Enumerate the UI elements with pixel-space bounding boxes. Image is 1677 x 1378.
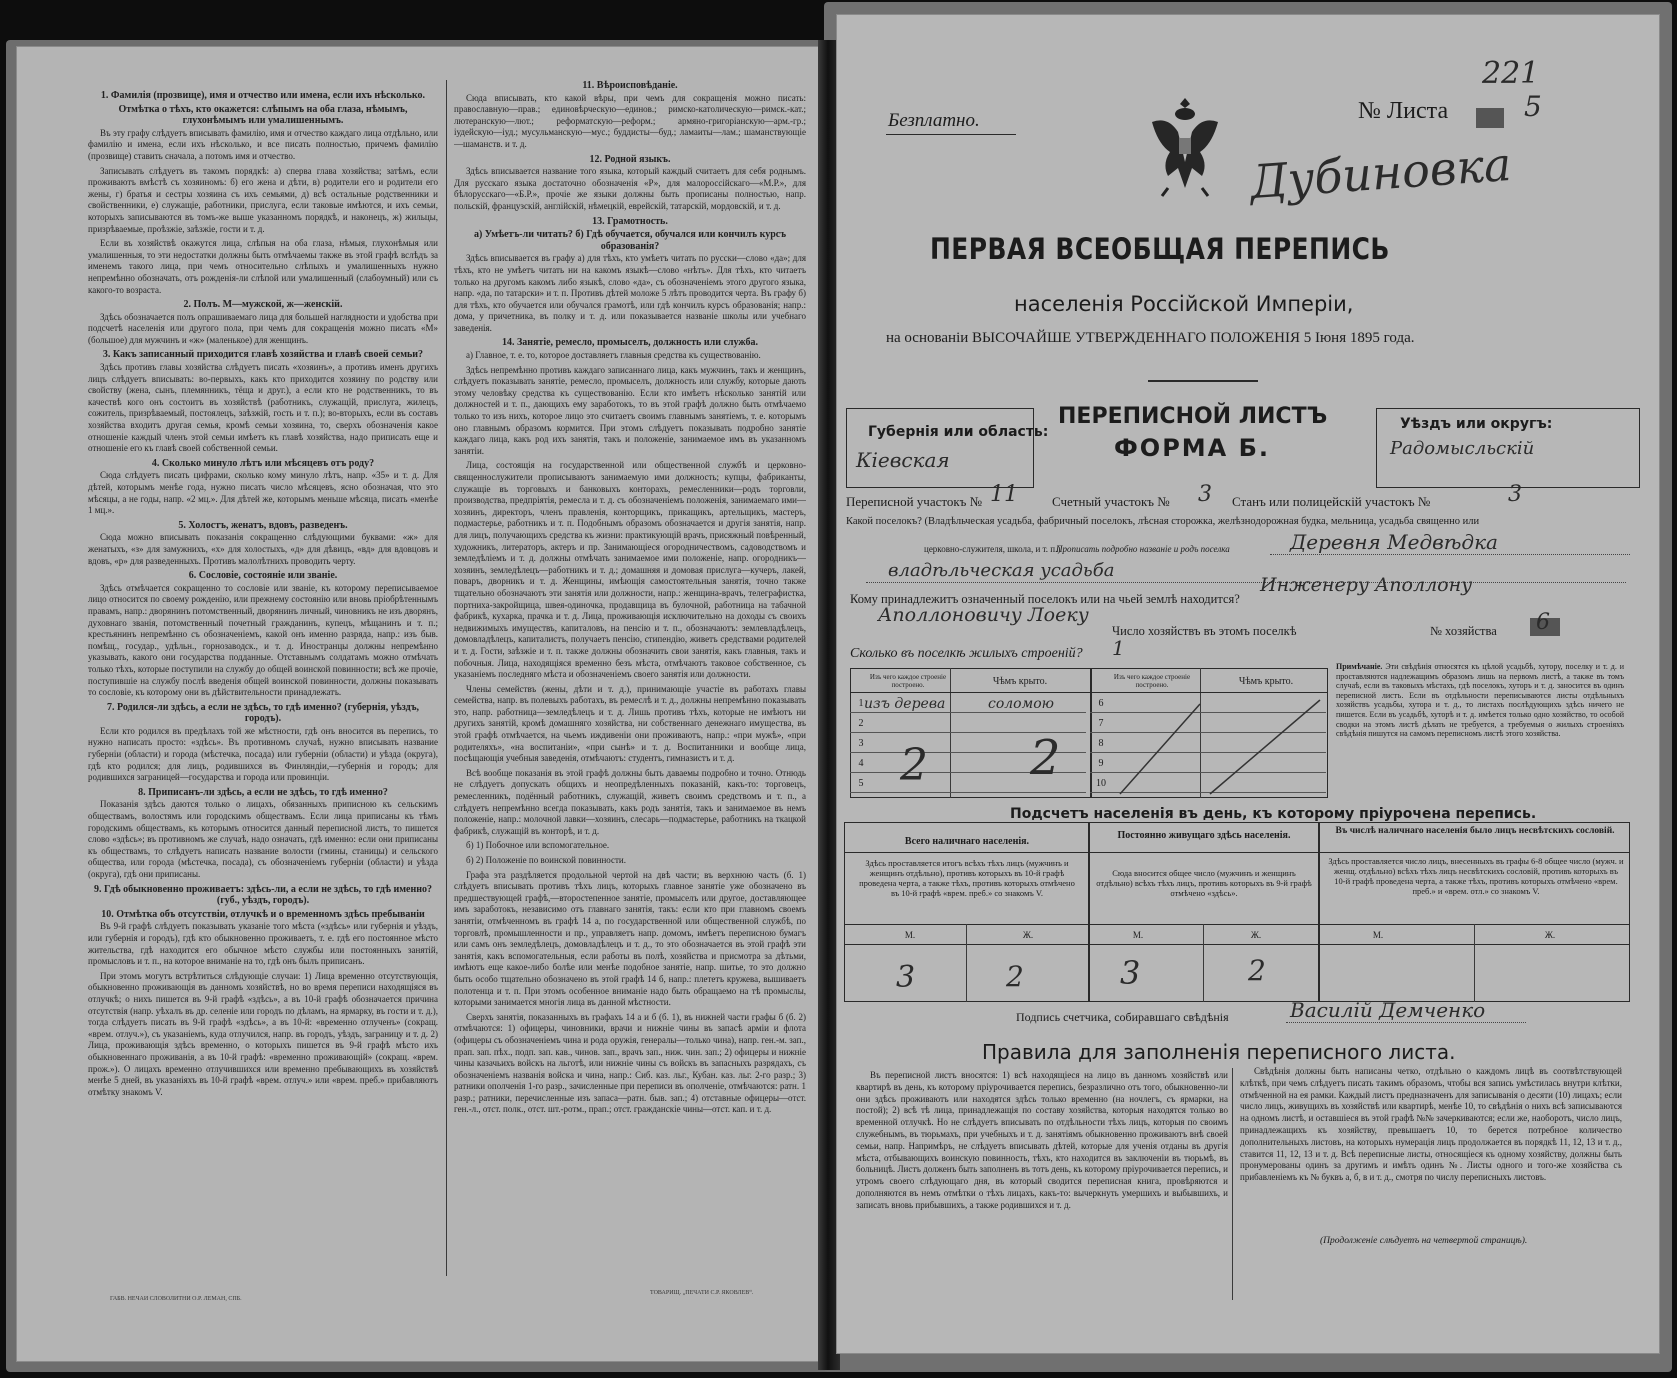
table-row-line bbox=[850, 712, 1086, 713]
section-paragraph: Здѣсь противъ главы хозяйства слѣдуетъ писать «хозяинъ», а противъ именъ другихъ лицъ слѣдуетъ вписывать: во-первыхъ, какъ кто приходится хозяину по родству или свойству (жена, сынъ, племянникъ, тёща и друг.), а если кто не родственникъ, то въ качествѣ кого онъ состоитъ въ хозяйствѣ (работникъ, служащій, прислуга, жилецъ, сожитель, призрѣваемый, постоялецъ, заѣзжій, гость и т. п.); во-вторыхъ, если въ составъ хозяйства входитъ другая семья, кромѣ семьи хозяина, то, сверхъ обозначенія какое отношеніе каждый членъ этой семьи имѣетъ къ главѣ хозяйства, надо приписать еще и отношеніе его къ главѣ своей собственной семьи. bbox=[88, 362, 438, 454]
section-paragraph: Если въ хозяйствѣ окажутся лица, слѣпыя на оба глаза, нѣмыя, глухонѣмыя или умалишенныя, то эти недостатки должны быть отмѣчаемы также въ этой графѣ вслѣдъ за именемъ такого лица, при чемъ относительно слѣпыхъ и умалишенныхъ нужно непремѣнно обозначать, отъ рожденія-ли слѣпой или умалишенный (слабоумный) или съ какого-то возраста. bbox=[88, 238, 438, 295]
form-sheet-title: ПЕРЕПИСНОЙ ЛИСТЪ bbox=[1058, 404, 1328, 429]
settlement-label-2: церковно-служителя, школа, и т. п.) bbox=[924, 544, 1061, 554]
census-district-value: 11 bbox=[990, 482, 1018, 507]
form-main-title: ПЕРВАЯ ВСЕОБЩАЯ ПЕРЕПИСЬ bbox=[930, 232, 1390, 266]
form-type: ФОРМА Б. bbox=[1114, 434, 1271, 462]
sheet-number-label: № Листа bbox=[1358, 98, 1449, 124]
table-row-number: 4 bbox=[858, 758, 864, 769]
present-m-value: 3 bbox=[896, 960, 916, 995]
table-header-line bbox=[850, 692, 1328, 693]
section-paragraph: Записывать слѣдуетъ въ такомъ порядкѣ: а) сперва глава хозяйства; затѣмъ, если проживаютъ вмѣстѣ съ хозяиномъ: б) его жена и дѣти, в) родители его и родители его жены, г) братья и сестры хозяина съ ихъ семьями, д) всѣ остальные родственники и свойственники, е) служащіе, работники, прислуга, если таковые имѣются, и ихъ семьи, которыхъ записываются въ томъ-же выше указанномъ порядкѣ, и наконецъ, ж) жильцы, призрѣваемые, проѣзжіе, заѣзжіе, гости и т. д. bbox=[88, 165, 438, 234]
household-number-value: 6 bbox=[1536, 610, 1550, 635]
rules-column-1 bbox=[856, 1070, 1228, 1306]
present-note: Здѣсь проставляется итогъ всѣхъ тѣхъ лицъ (мужчинъ и женщинъ отдѣльно), противъ которыхъ въ 10-й графѣ проведена черта, а также тѣхъ, противъ которыхъ отмѣчено въ 10-й графѣ «врем. преб.» со знакомъ V. bbox=[859, 858, 1075, 898]
count-col-divider bbox=[1318, 822, 1320, 1002]
present-zh-label: Ж. bbox=[1022, 930, 1034, 940]
note-text: Эти свѣдѣнія относятся къ цѣлой усадьбѣ, хутору, поселку и т. д. и проставляются надлежащимъ образомъ лишь на первомъ листѣ, а также въ томъ случаѣ, если въ таковыхъ мѣстахъ, гдѣ поселокъ, хуторъ и т. д. заносится въ одинъ переписной листъ. Если въ отдѣльности переписываются листы отдѣльныхъ хозяйствъ усадьбы, хутора и т. д., то листахъ послѣдующихъ здѣсь ничего не пишется. Если въ усадьбѣ, хуторѣ и т. д. имѣется только одно хозяйство, то особой сводки на этомъ листѣ дѣлать не требуется, а требуемыя о жилыхъ строеніяхъ свѣдѣнія пишутся на самомъ переписномъ листѣ этого хозяйства. bbox=[1336, 662, 1625, 739]
material-header-2: Изъ чего каждое строеніе построено. bbox=[1113, 673, 1191, 689]
signature-label: Подпись счетчика, собиравшаго свѣдѣнія bbox=[1016, 1010, 1229, 1024]
table-row-line bbox=[850, 792, 1086, 793]
table-row-number: 8 bbox=[1098, 738, 1104, 749]
title-divider bbox=[1148, 380, 1258, 382]
table-divider bbox=[950, 668, 951, 798]
section-heading: 14. Занятіе, ремесло, промыселъ, должность или служба. bbox=[501, 337, 759, 349]
owner-value-1: Инженеру Аполлону bbox=[1260, 574, 1473, 596]
owner-value-2: Аполлоновичу Лоеку bbox=[878, 604, 1089, 626]
imperial-eagle-emblem bbox=[1148, 92, 1222, 200]
permanent-m-label: М. bbox=[1132, 930, 1144, 940]
permanent-note: Сюда вносится общее число (мужчинъ и женщинъ отдѣльно) всѣхъ тѣхъ лицъ, противъ которыхъ въ 9-й графѣ отмѣчено «здѣсь». bbox=[1096, 868, 1312, 898]
counting-district-value: 3 bbox=[1198, 482, 1212, 507]
roof-header: Чѣмъ крыто. bbox=[992, 676, 1048, 687]
form-legal-basis: на основаніи ВЫСОЧАЙШЕ УТВЕРЖДЕННАГО ПОЛОЖЕНІЯ 5 Іюня 1895 года. bbox=[886, 330, 1415, 346]
count-mf-line bbox=[844, 944, 1630, 945]
section-paragraph: Сюда вписывать, кто какой вѣры, при чемъ для сокращенія можно писать: православную—прав.; единовѣрческую—единов.; римско-католическую—римск.-кат.; лютеранскую—лют.; реформатскую—реформ.; армяно-григоріанскую—арм.-гр.; іудейскую—іуд.; мусульманскую—мус.; буддисты—буд.; ламаиты—лам.; шаманствующіе—шаманств. и т. д. bbox=[454, 92, 806, 149]
section-paragraph: При этомъ могутъ встрѣтиться слѣдующіе случаи: 1) Лица временно отсутствующія, обыкновенно проживающія въ данномъ хозяйствѣ, но во время переписи находящіяся въ отлучкѣ; о нихъ пишется въ 9-й графѣ «здѣсь», а въ 10-й графѣ обозначается причина отсутствія (напр. уѣхалъ въ др. селеніе или городъ по дѣламъ, на ярмарку, въ гости и т. д.), тогда слѣдуетъ писать въ 9-й графѣ «здѣсь», а въ 10-й: «временно отлученъ» (сокращ. «врем. отлуч.»), съ указаніемъ, куда отлучился, напр. въ городъ, уѣздъ, заграницу и т. д. 2) Лица, проживающія здѣсь временно, о которыхъ пишется въ 9-й графѣ мѣсто ихъ обыкновеннаго проживанія, а въ 10-й графѣ: «временно проживающій» (сокращ. «врем. прож.»). О лицахъ временно отлучившихся или временно пребывающихъ въ хозяйствѣ менѣе 5 дней, въ указаніяхъ въ 10-й графѣ «врем. отлуч.» или «врем. преб.» прибавляютъ отмѣтку знакомъ V. bbox=[88, 970, 438, 1097]
settlement-line bbox=[1270, 554, 1630, 555]
non-secular-header: Въ числѣ наличнаго населенія было лицъ несвѣтскихъ сословій. bbox=[1335, 826, 1615, 836]
instructions-column-2 bbox=[454, 78, 806, 1274]
count-text-line bbox=[844, 924, 1630, 925]
rules-footer: (Продолженіе слѣдуетъ на четвертой страницѣ). bbox=[1320, 1236, 1528, 1246]
settlement-value-1: Деревня Медвѣдка bbox=[1290, 530, 1498, 554]
section-paragraph: Въ 9-й графѣ слѣдуетъ показывать указаніе того мѣста («здѣсь» или губернія и уѣздъ, или губернія и городъ), гдѣ кто обыкновенно проживаетъ, т. е. гдѣ его постоянное мѣсто жительства, гдѣ находится его обычное мѣсто службы или постоянныхъ занятій, промысловъ и т. п., на которое вниманіе на то, гдѣ онъ былъ приписанъ. bbox=[88, 921, 438, 967]
section-paragraph: Здѣсь вписывается въ графу а) для тѣхъ, кто умѣетъ читать по русски—слово «да»; для тѣхъ, кто не умѣетъ читать ни на какомъ языкѣ—слово «нѣтъ». Для тѣхъ, кто читаетъ только на другомъ какомъ либо языкѣ, слово «да», съ обозначеніемъ этого другого языка, напр. «да, по татарски» и т. п. Противъ дѣтей моложе 5 лѣтъ проводится черта. Въ графу б) для тѣхъ, кто обучается или обучался грамотѣ, или гдѣ кончилъ курсъ образованія; напр.: дома, у причетника, въ полку и т. д. или показывается названіе школы или учебнаго заведенія. bbox=[454, 253, 806, 333]
present-zh-value: 2 bbox=[1006, 960, 1024, 993]
section-heading: 9. Гдѣ обыкновенно проживаетъ: здѣсь-ли, а если не здѣсь, то гдѣ именно? (губ., уѣздъ, городъ). bbox=[93, 883, 433, 907]
section-paragraph: Показанія здѣсь даются только о лицахъ, обязанныхъ приписною къ сельскимъ обществамъ, волостямъ или городскимъ обществамъ. Если лица приписаны къ тѣмъ городскимъ обществамъ, къ которымъ относится данный переписной листъ, то пишется слово «здѣсь»; въ противномъ же случаѣ, надо означать, гдѣ именно: если они приписаны къ обществамъ, то слѣдуетъ написать название волости (гмины, станицы) и сельского общества, или города (мѣстечка, посада), съ обозначеніемъ губерніи (области) и уѣзда (округа), гдѣ они приписаны. bbox=[88, 799, 438, 879]
section-paragraph: Лица, состоящія на государственной или общественной службѣ и церковно-священнослужители прописываютъ занимаемую ими должность; купцы, фабриканты, служащіе въ торговыхъ и банковыхъ конторахъ, ремесленники—родъ торговли, производства, предпріятія, ремесла и т. д. съ обозначеніемъ положенія, занимаемаго ими—хозяинъ, директоръ, членъ правленія, конторщикъ, прикащикъ, артельщикъ, мастеръ, подмастерье, работникъ и т. п. Подобнымъ образомъ обозначается и другія занятія, напр. для лицъ, получающихъ средства къ жизни: практикующій врачъ, присяжный повѣренный, художникъ, литераторъ, актеръ и пр. Занимающіеся огородничествомъ, садоводствомъ и земледѣліемъ и т. д. должны отмѣчать занимаемое ими положеніе, напр. огородникъ—хозяинъ, земледѣлецъ—работникъ и т. д.; домашняя и домовая прислуга—кучеръ, лакей, поваръ, дворникъ и т. д. Женщины, имѣющія самостоятельныя занятія, точно также тщательно обозначаютъ эти занятія или должности, напр.: женщина-врачъ, телеграфистка, портниха-закройщица, швея-одиночка, продавщица въ булочной, работница на табачной фабрикѣ, кухарка, прачка и т. д. Лица, проживающія исключительно на доходы съ своихъ недвижимыхъ имуществъ, капиталовъ, на пенсію и т. п., обозначаютъ: землевладѣлецъ, домовладѣлецъ, капиталистъ, получаетъ пенсію, стипендію, живетъ средствами родителей и т. д. Гости, заѣзжіе и т. п. также должны обозначить свои занятія, какъ главныя, такъ и побочныя. Лица, находящіяся временно безъ мѣста, отмѣчаютъ таковое собственное, съ указаніемъ последняго мѣста и обозначеніемъ своего занятія или должности. bbox=[454, 460, 806, 680]
permanent-zh-label: Ж. bbox=[1250, 930, 1262, 940]
count-mf-divider bbox=[966, 924, 967, 1002]
section-heading: Отмѣтка о тѣхъ, кто окажется: слѣпымъ на оба глаза, нѣмымъ, глухонѣмымъ или умалишеннымъ. bbox=[118, 103, 408, 127]
section-heading: 10. Отмѣтка объ отсутствіи, отлучкѣ и о временномъ здѣсь пребываніи bbox=[101, 908, 425, 920]
table-row-number: 2 bbox=[858, 718, 864, 729]
material-header: Изъ чего каждое строеніе построено. bbox=[869, 673, 947, 689]
province-value: Кіевская bbox=[856, 448, 950, 472]
non-secular-zh-label: Ж. bbox=[1544, 930, 1556, 940]
buildings-value: 1 bbox=[1112, 636, 1125, 660]
counting-district-label: Счетный участокъ № bbox=[1052, 494, 1170, 509]
column-divider bbox=[446, 80, 447, 1276]
rules-text-1: Въ переписной листъ вносятся: 1) всѣ находящіеся на лицо въ данномъ хозяйствѣ или квартирѣ въ день, къ которому пріурочивается перепись, безразлично отъ того, обыкновенно-ли они здѣсь проживаютъ или находятся здѣсь только временно (на ночлегъ, съ ярмарки, на постой); 2) всѣ тѣ лица, принадлежащія по составу хозяйства, которыя находятся только во временной отлучкѣ. Но не слѣдуетъ вписывать по отдѣльности тѣхъ лицъ, которыя по своимъ служебнымъ, въ тюрьмахъ, при учебныхъ и т. д. занятіямъ обыкновенно проживаютъ внѣ своей семьи, напр. Напримѣръ, не слѣдуетъ вписывать дѣтей, которые для ученія отданы въ другія мѣста, отбывающихъ воинскую повинность, тѣхъ, кто находится въ заключеніи въ тюрьмѣ, въ больницѣ. Листъ долженъ быть заполненъ въ тотъ день, къ которому пріурочивается перепись, и утромъ своего слѣдующаго дня, въ который сводится переписная книга, провѣряются и дополняются въ немъ отмѣтки о тѣхъ лицахъ, какъ-то: вычеркнуть умершихъ и выбывшихъ, и записать вновь прибывшихъ, а также родившихся и т. д. bbox=[856, 1070, 1228, 1210]
stan-label: Станъ или полицейскій участокъ № bbox=[1232, 494, 1431, 509]
section-heading: 5. Холостъ, женатъ, вдовъ, разведенъ. bbox=[178, 519, 348, 531]
section-paragraph: Если кто родился въ предѣлахъ той же мѣстности, гдѣ онъ вносится въ перепись, то нужно написать просто: «здѣсь». Въ противномъ случаѣ, нужно вписывать название губерніи (области) и города (мѣстечка, посада) или губерніи (области) и уѣзда (округа), гдѣ кто родился; для лицъ, родившихся въ Финляндіи,—губернія и городъ; для родившихся заграницей—государства и города или провинціи. bbox=[88, 725, 438, 783]
permanent-zh-value: 2 bbox=[1248, 954, 1266, 987]
section-heading: 6. Сословіе, состояніе или званіе. bbox=[188, 570, 338, 582]
section-paragraph: Здѣсь непремѣнно противъ каждаго записаннаго лица, какъ мужчинъ, такъ и женщинъ, слѣдуетъ показывать занятіе, ремесло, промыселъ, должность или службу, которые дають этому человѣку средства къ существованію. Если кто имѣетъ нѣсколько занятій или должностей и т. п., дающихъ ему заработокъ, то въ этой графѣ должно быть отмѣчаемо только то изъ нихъ, которое лицо это считаетъ своимъ главнымъ занятіемъ, т. е. которымъ оно главнымъ образомъ кормится. При этомъ слѣдуетъ показывать подробно занятіе каждаго лица, какъ род ихъ занятія, такъ и положеніе, занимаемое имъ въ указанномъ занятіи. bbox=[454, 364, 806, 456]
section-paragraph: Здѣсь отмѣчается сокращенно то сословіе или званіе, къ которому переписываемое лицо относится по своему рожденію, или прежнему состоянію или вновь пріобрѣтеннымъ правамъ, напр.: дворянинъ потомственный, дворянинъ личный, чиновникъ не изъ дворянъ, духовнаго званія, потомственный почетный гражданинъ, купецъ, мѣщанинъ и т. п.; крестьянинъ непремѣнно съ обозначеніемъ, какой онъ именно разряда, напр.: изъ быв. помѣщ., государ., удѣльн., горнозаводск., и т. д. Иностранцы должны непремѣнно указывать, какого они государства подданные. Отставнымъ солдатамъ можно отмѣчать только тѣхъ, которые поступили на службу до общей воинской повинности; всѣ же прочіе, поступившіе на службу послѣ введенія общей воинской повинности, должны показывать то сословіе, къ которому они въ дѣйствительности принадлежатъ. bbox=[88, 582, 438, 698]
section-heading: а) Умѣетъ-ли читать? б) Гдѣ обучается, обучался или кончилъ курсъ образованія? bbox=[473, 229, 787, 252]
free-label: Безплатно. bbox=[888, 110, 980, 131]
section-heading: 2. Полъ. М—мужской, ж—женскій. bbox=[183, 299, 343, 311]
section-paragraph: Здѣсь обозначается полъ опрашиваемаго лица для большей наглядности и удобства при подсчетѣ населенія или другого пола, при чемъ для сокращенія можно писать «М» (большое) для мужчинъ и «ж» (маленькое) для женщинъ. bbox=[88, 311, 438, 345]
free-underline bbox=[886, 134, 1016, 135]
section-paragraph: Члены семействъ (жены, дѣти и т. д.), принимающіе участіе въ работахъ главы семейства, напр. въ полевыхъ работахъ, въ ремеслѣ и т. д., должны непремѣнно показывать это, напр. работница—земледѣлецъ и т. д. Лишь противъ тѣхъ, которые не имѣютъ ни другихъ занятій, кромѣ домашняго хозяйства, ни собственнаго денежнаго имущества, въ этой графѣ отмѣчается, на чьемъ иждивеніи они проживаютъ, напр.: «при мужѣ», «при родителяхъ», «на воспитаніи», «при сынѣ» и т. д. Воспитанники и вообще лица, посѣщающія учебныя заведенія, отмѣчаютъ: студентъ, гимназистъ и т. д. bbox=[454, 683, 806, 764]
sheet-number-value: 5 bbox=[1524, 90, 1542, 123]
households-label: Число хозяйствъ въ этомъ поселкѣ bbox=[1112, 624, 1297, 638]
count-mf-divider bbox=[1474, 924, 1475, 1002]
table-row-number: 1 bbox=[858, 698, 864, 709]
stan-value: 3 bbox=[1508, 482, 1522, 507]
material-value: изъ дерева bbox=[864, 696, 946, 712]
archive-number: 221 bbox=[1482, 56, 1540, 91]
printer-imprint-right: ТОВАРИЩ. „ПЕЧАТИ С.Р. ЯКОВЛЕВ“. bbox=[650, 1290, 754, 1296]
present-m-label: М. bbox=[904, 930, 916, 940]
table-row-number: 6 bbox=[1098, 698, 1104, 709]
rules-text-2: Свѣдѣнія должны быть написаны четко, отдѣльно о каждомъ лицѣ въ соотвѣтствующей клѣткѣ, при чемъ слѣдуетъ писать такимъ образомъ, чтобы вся запись умѣстилась внутри клѣтки, отмѣченной на ея рамки. Каждый листъ предназначенъ для записыванія о десяти (10) лицахъ; если число лицъ, живущихъ въ хозяйствѣ или квартирѣ, менѣе 10, то свѣдѣнія о нихъ всѣ записываются на одномъ листѣ, и оставшіеся въ этой графѣ №№ зачеркиваются; если же, наоборотъ, число лицъ, принадлежащихъ къ хозяйству, превышаетъ 10, то берется потребное количество дополнительныхъ листовъ, на которыхъ нумерація лицъ продолжается въ порядкѣ 11, 12, 13 и т. д., ставится 11, 12, 13 и т. д. Всѣ переписные листы, относящіеся къ одному хозяйству, должны быть пронумерованы одинъ за другимъ и имѣть одинъ №. Листы одного и того-же хозяйства съ прибавленіемъ къ № буквъ а, б, в и т. д., смотря по числу переписныхъ листовъ. bbox=[1240, 1066, 1622, 1183]
section-paragraph: Сверхъ занятія, показанныхъ въ графахъ 14 а и б (б. 1), въ нижней части графы б (б. 2) отмѣчаются: 1) офицеры, чиновники, врачи и нижніе чины въ запасѣ арміи и флота (офицеры съ обозначеніемъ чина и рода оружія, генералы—только чина), напр. ген.-м. зап., прап. зап. пѣх., подп. зап. кав., чинов. зап., врачъ зап., ниж. чин. зап.; 2) офицеры и нижніе чины казачьихъ войскъ на льготѣ, или нижніе чины съ войскъ въ запасныхъ разрядахъ, съ обозначеніемъ названія войска и чина, напр.: Сиб. каз. льг., Кубан. каз. льг. 2-го разр.; 3) ратники ополченія 1-го разр., зачисленные при переписи въ ополченіе, отмѣчаются: ратн. 1 разр.; ратники, перечисленные изъ запаса—ратн. быв. зап.; 4) отставные офицеры—отст. ген.-л., отст. полк., отст. шт.-ротм., прап.; отст. гражданскіе чины—отст. кап. и т. д. bbox=[454, 1011, 806, 1115]
section-heading: 1. Фамилія (прозвище), имя и отчество или имена, если ихъ нѣсколько. bbox=[100, 90, 426, 101]
present-header: Всего наличнаго населенія. bbox=[904, 836, 1030, 847]
settlement-value-2: владѣльческая усадьба bbox=[888, 560, 1115, 581]
section-paragraph: Здѣсь вписывается название того языка, который каждый считаетъ для себя роднымъ. Для русскаго языка достаточно обозначенія «Р», для малороссійскаго—«М.Р.», для бѣлорусскаго—«Б.Р.», прочіе же языки должны быть прописаны полностью, напр. польскій, французскій, англійскій, нѣмецкій, еврейскій, татарскій, мордовскій, и т. д. bbox=[454, 166, 806, 211]
province-label: Губернія или область: bbox=[868, 424, 1049, 440]
section-heading: 13. Грамотность. bbox=[592, 215, 668, 227]
count-head-line bbox=[844, 852, 1630, 853]
table-row-number: 7 bbox=[1098, 718, 1104, 729]
non-secular-m-label: М. bbox=[1372, 930, 1384, 940]
table-row-number: 3 bbox=[858, 738, 864, 749]
count-table bbox=[844, 822, 1630, 1002]
section-heading: 12. Родной языкъ. bbox=[589, 153, 671, 165]
table-row-number: 9 bbox=[1098, 758, 1104, 769]
signature-line bbox=[1286, 1022, 1526, 1023]
section-heading: 4. Сколько минуло лѣтъ или мѣсяцевъ отъ роду? bbox=[151, 457, 375, 469]
form-subtitle: населенія Россійской Имперіи, bbox=[1014, 292, 1354, 316]
section-paragraph: Всѣ вообще показанія въ этой графѣ должны быть даваемы подробно и точно. Отнюдь не слѣдуетъ допускать общихъ и неопредѣленныхъ показаній, какъ-то: торговецъ, ремесленникъ, подённый работникъ, служащій, живетъ своимъ средствомъ и т. п., а слѣдуетъ непремѣнно всегда показывать, какъ родъ занятія, такъ и занимаемое въ немъ положеніе, напр.: молочной лавки—хозяинъ, слесарь—подмастерье, работникъ на ткацкой фабрикѣ, служащій въ конторѣ, и т. д. bbox=[454, 767, 806, 836]
section-heading: 11. Вѣроисповѣданіе. bbox=[582, 80, 678, 91]
section-paragraph: Сюда слѣдуетъ писать цифрами, сколько кому минуло лѣтъ, напр. «35» и т. д. Для дѣтей, которымъ менѣе года, нужно писать число мѣсяцевъ, ясно обозначая, что это мѣсяцы, а не годы, напр. «2 мц.». Для дѣтей же, которымъ меньше мѣсяца, писать «менѣе 1 мц.». bbox=[88, 470, 438, 516]
table-row-number: 5 bbox=[858, 778, 864, 789]
section-paragraph: Въ эту графу слѣдуетъ вписывать фамилію, имя и отчество каждаго лица отдѣльно, или фамилію и имена, если ихъ нѣсколько, и все писать полностью, причемъ фамилію (прозвище) ставить сначала, а потомъ имя и отчество. bbox=[88, 127, 438, 161]
printer-imprint-left: ГАБВ. НЕЧАИ СЛОВОЛИТНИ О.Р. ЛЕМАН, СПБ. bbox=[110, 1296, 242, 1302]
redaction-block bbox=[1476, 108, 1504, 128]
permanent-header: Постоянно живущаго здѣсь населенія. bbox=[1117, 830, 1291, 841]
roof-value: соломою bbox=[988, 696, 1054, 712]
section-paragraph: а) Главное, т. е. то, которое доставляетъ главныя средства къ существованію. bbox=[466, 350, 761, 361]
instructions-column-1 bbox=[88, 88, 438, 1288]
settlement-label: Какой поселокъ? (Владѣльческая усадьба, фабричный поселокъ, лѣсная сторожка, желѣзнодорожная будка, мельница, усадьба священно или bbox=[846, 516, 1480, 527]
section-paragraph: Графа эта раздѣляется продольной чертой на двѣ части; въ верхнюю часть (б. 1) слѣдуетъ вписывать противъ тѣхъ лицъ, которыхъ главное занятіе уже обозначено въ предшествующей графѣ,—второстепенное занятіе, промыселъ или другое, доставляющее имъ заработокъ, независимо отъ главнаго занятія, такъ: если кто при главномъ своемъ занятіи, отмѣченномъ въ графѣ 14 а, по государственной или общественной службѣ, по торговлѣ, промышленности и пр., управляетъ напр. домомъ, имѣетъ переписною бумагъ или самъ онъ земледѣлецъ, домовладѣлецъ и т. д., то это обозначается въ этой графѣ эти занятія, какъ вспомогательныя, если работы въ полѣ, хозяйства и присмотра за дѣтьми, имѣютъ еще какое-либо болѣе или менѣе подобное занятіе, напр. шитье, то это должно быть особо тщательно обозначено въ этой графѣ 14 б, напр.: плететъ кружева, вышиваетъ полотенца и т. п. При этомъ особенное вниманіе надо быть обращаемо на тѣ промыслы, которыми занимается многія лица въ данной мѣстности. bbox=[454, 869, 806, 1008]
buildings-label: Сколько въ поселкѣ жилыхъ строеній? bbox=[850, 646, 1083, 661]
rules-divider bbox=[1232, 1068, 1233, 1300]
section-heading: 7. Родился-ли здѣсь, а если не здѣсь, то гдѣ именно? (губернія, уѣздъ, городъ). bbox=[106, 701, 420, 725]
table-divider bbox=[1090, 668, 1092, 798]
count-title: Подсчетъ населенія въ день, къ которому пріурочена перепись. bbox=[1010, 806, 1537, 822]
section-paragraph: б) 2) Положеніе по воинской повинности. bbox=[466, 855, 626, 865]
handwritten-village-name: Дубиновка bbox=[1248, 136, 1514, 210]
handwritten-mark-1: 2 bbox=[900, 740, 928, 791]
settlement-line-2 bbox=[866, 582, 1626, 583]
section-heading: 3. Какъ записанный приходится главѣ хозяйства и главѣ своей семьи? bbox=[102, 349, 424, 361]
roof-header-2: Чѣмъ крыто. bbox=[1238, 676, 1294, 687]
non-secular-note: Здѣсь проставляется число лицъ, внесенныхъ въ графы 6-8 общее число (мужч. и женщ. отдѣльно) всѣхъ тѣхъ лицъ несвѣтскихъ сословій, противъ которыхъ въ 10-й графѣ проведена черта, а также тѣхъ, противъ которыхъ отмѣчено «врем. преб.» и «врем. отл.» со знакомъ V. bbox=[1328, 856, 1624, 896]
signature-value: Василій Демченко bbox=[1290, 998, 1486, 1022]
rules-title: Правила для заполненія переписного листа. bbox=[982, 1040, 1456, 1064]
rules-column-2 bbox=[1240, 1066, 1622, 1306]
note-title: Примѣчаніе. bbox=[1336, 662, 1383, 671]
count-mf-divider bbox=[1203, 924, 1204, 1002]
permanent-m-value: 3 bbox=[1120, 954, 1141, 992]
district-value: Радомысльскій bbox=[1390, 438, 1535, 459]
count-col-divider bbox=[1088, 822, 1090, 1002]
section-heading: 8. Приписанъ-ли здѣсь, а если не здѣсь, то гдѣ именно? bbox=[138, 786, 388, 798]
table-row-number: 10 bbox=[1096, 778, 1106, 789]
household-number-label: № хозяйства bbox=[1430, 624, 1497, 638]
handwritten-mark-2: 2 bbox=[1030, 730, 1061, 786]
district-label: Уѣздъ или округъ: bbox=[1400, 416, 1553, 432]
section-paragraph: б) 1) Побочное или вспомогательное. bbox=[466, 840, 610, 851]
note-block bbox=[1336, 662, 1624, 739]
owner-label: Кому принадлежитъ означенный поселокъ или на чьей землѣ находится? bbox=[850, 592, 1240, 606]
settlement-hint: Прописать подробно названіе и родъ поселка bbox=[1056, 544, 1230, 554]
section-paragraph: Сюда можно вписывать показанія сокращенно слѣдующими буквами: «ж» для женатыхъ, «з» для замужнихъ, «х» для холостыхъ, «д» для дѣвицъ, «вд» для вдовцовъ и вдовъ, «р» для разведенныхъ. Противъ малолѣтнихъ проводить черту. bbox=[88, 532, 438, 566]
census-district-label: Переписной участокъ № bbox=[846, 494, 983, 509]
strike-through-lines bbox=[1110, 694, 1326, 798]
